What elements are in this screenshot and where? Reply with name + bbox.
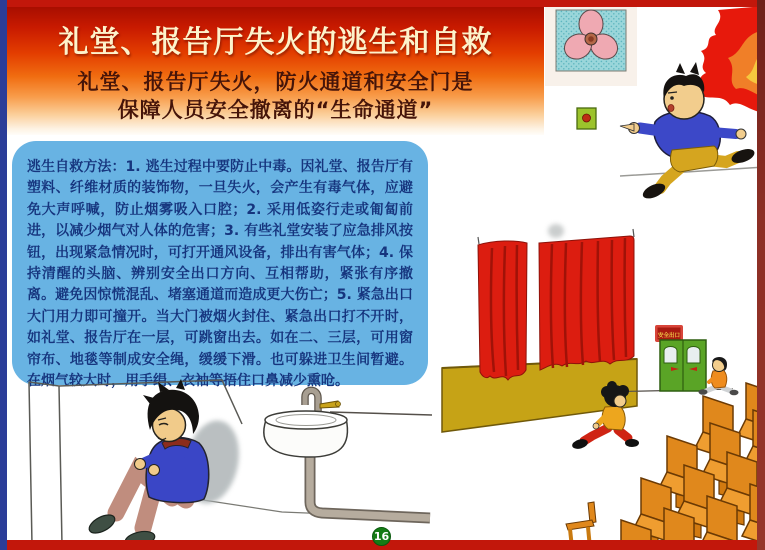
emergency-vent-button xyxy=(577,108,596,129)
stage-curtain-icon xyxy=(478,224,634,380)
flame-icon xyxy=(699,6,765,113)
frame-right xyxy=(757,0,765,550)
frame-top xyxy=(0,0,765,7)
subtitle-line-1: 礼堂、报告厅失火，防火通道和安全门是 xyxy=(77,70,474,94)
escape-methods-text: 逃生自救方法：1. 逃生过程中要防止中毒。因礼堂、报告厅有塑料、纤维材质的装饰物，一旦失火，会产生有毒气体，应避免大声呼喊，防止烟雾吸入口腔；2. 采用低姿行走或匍匐前进，以减少烟气对人体的危害；3. 有些礼堂安装了应急排风按钮，出现紧急情况时，可打开通风设备，排出有害气体；4. 保持清醒的头脑、辨别安全出口方向、互相帮助，紧张有序撤离。避免因惊慌混乱、堵塞通道而造成更大伤亡；5. 紧急出口大门用力即可撞开。当大门被烟火封住、紧急出口打不开时，如礼堂、报告厅在一层，可跳窗出去。如在二、三层，可用窗帘布、地毯等制成安全绳，缓缓下滑。也可躲进卫生间暂避。在烟气较大时，用手绢、衣袖等捂住口鼻减少熏呛。 xyxy=(27,159,413,390)
exit-sign-label: 安全出口 xyxy=(657,333,681,339)
auditorium-seats xyxy=(613,383,765,550)
washbasin xyxy=(264,390,432,518)
frame-left xyxy=(0,0,7,550)
sitting-boy xyxy=(86,379,246,549)
ceiling-fan-icon xyxy=(545,4,637,86)
page-number-badge: 16 xyxy=(372,527,391,546)
page-title: 礼堂、报告厅失火的逃生和自救 xyxy=(58,25,493,60)
subtitle-line-2: 保障人员安全撤离的“生命通道” xyxy=(117,98,434,122)
